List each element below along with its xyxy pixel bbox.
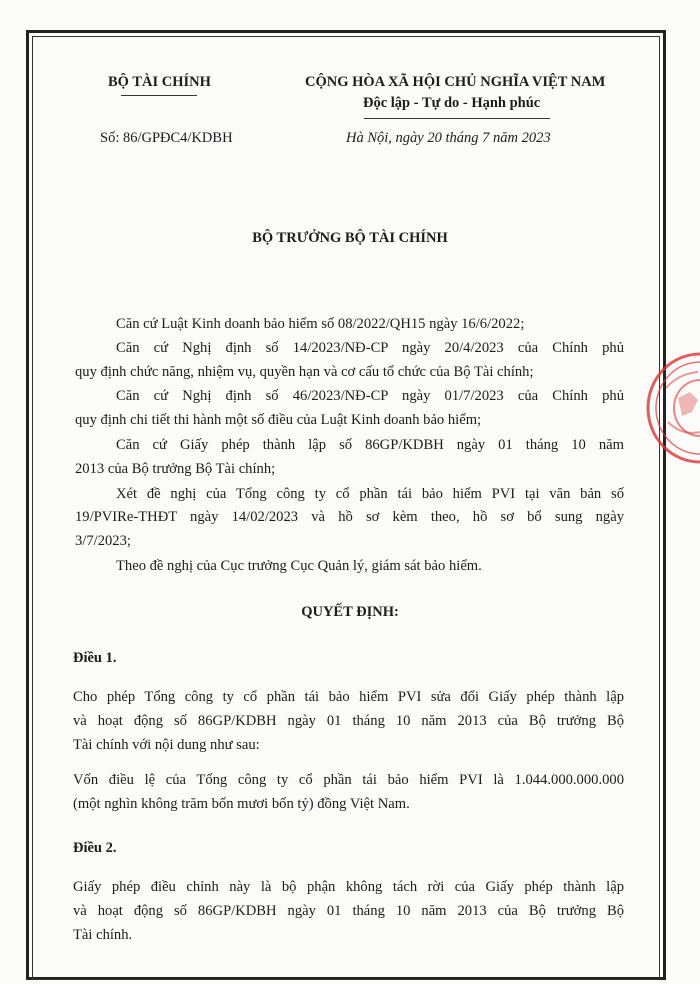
article-1-line-5: (một nghìn không trăm bốn mươi bốn tỷ) đồng Việt Nam. bbox=[73, 796, 410, 812]
preamble-1: Căn cứ Luật Kinh doanh bảo hiểm số 08/2022/QH15 ngày 16/6/2022; bbox=[116, 316, 525, 332]
preamble-4-line-1: Căn cứ Giấy phép thành lập số 86GP/KDBH ngày 01 tháng 10 năm bbox=[116, 437, 624, 453]
preamble-2-line-1: Căn cứ Nghị định số 14/2023/NĐ-CP ngày 20/4/2023 của Chính phủ bbox=[116, 340, 624, 356]
preamble-6: Theo đề nghị của Cục trưởng Cục Quản lý, giám sát bảo hiểm. bbox=[116, 558, 482, 574]
red-seal-stamp bbox=[638, 352, 700, 464]
preamble-4-line-2: 2013 của Bộ trưởng Bộ Tài chính; bbox=[75, 461, 276, 477]
article-2-line-2: và hoạt động số 86GP/KDBH ngày 01 tháng 10 năm 2013 của Bộ trưởng Bộ bbox=[73, 903, 624, 919]
preamble-3-line-2: quy định chi tiết thi hành một số điều của Luật Kinh doanh bảo hiểm; bbox=[75, 412, 482, 428]
preamble-5-line-2: 19/PVIRe-THĐT ngày 14/02/2023 và hồ sơ kèm theo, hồ sơ bổ sung ngày bbox=[75, 509, 624, 525]
article-1-heading: Điều 1. bbox=[73, 650, 117, 666]
republic-name: CỘNG HÒA XÃ HỘI CHỦ NGHĨA VIỆT NAM bbox=[305, 74, 606, 90]
article-2-line-1: Giấy phép điều chỉnh này là bộ phận không tách rời của Giấy phép thành lập bbox=[73, 879, 624, 895]
article-2-line-3: Tài chính. bbox=[73, 927, 133, 943]
article-1-line-4: Vốn điều lệ của Tổng công ty cổ phần tái bảo hiểm PVI là 1.044.000.000.000 bbox=[73, 772, 624, 788]
preamble-5-line-3: 3/7/2023; bbox=[75, 533, 131, 549]
ministry-name: BỘ TÀI CHÍNH bbox=[108, 74, 211, 90]
article-1-line-1: Cho phép Tổng công ty cổ phần tái bảo hiểm PVI sửa đổi Giấy phép thành lập bbox=[73, 689, 624, 705]
national-motto: Độc lập - Tự do - Hạnh phúc bbox=[363, 95, 541, 111]
article-1-line-2: và hoạt động số 86GP/KDBH ngày 01 tháng 10 năm 2013 của Bộ trưởng Bộ bbox=[73, 713, 624, 729]
motto-underline bbox=[364, 118, 550, 119]
article-1-line-3: Tài chính với nội dung như sau: bbox=[73, 737, 260, 753]
ministry-underline bbox=[121, 95, 197, 96]
article-2-heading: Điều 2. bbox=[73, 840, 117, 856]
decision-heading: QUYẾT ĐỊNH: bbox=[301, 604, 399, 620]
preamble-5-line-1: Xét đề nghị của Tổng công ty cổ phần tái bảo hiểm PVI tại văn bản số bbox=[116, 486, 624, 502]
document-number: Số: 86/GPĐC4/KDBH bbox=[100, 130, 233, 146]
preamble-3-line-1: Căn cứ Nghị định số 46/2023/NĐ-CP ngày 01/7/2023 của Chính phủ bbox=[116, 388, 624, 404]
preamble-2-line-2: quy định chức năng, nhiệm vụ, quyền hạn và cơ cấu tổ chức của Bộ Tài chính; bbox=[75, 364, 534, 380]
place-and-date: Hà Nội, ngày 20 tháng 7 năm 2023 bbox=[346, 130, 551, 146]
document-title: BỘ TRƯỞNG BỘ TÀI CHÍNH bbox=[252, 230, 448, 246]
